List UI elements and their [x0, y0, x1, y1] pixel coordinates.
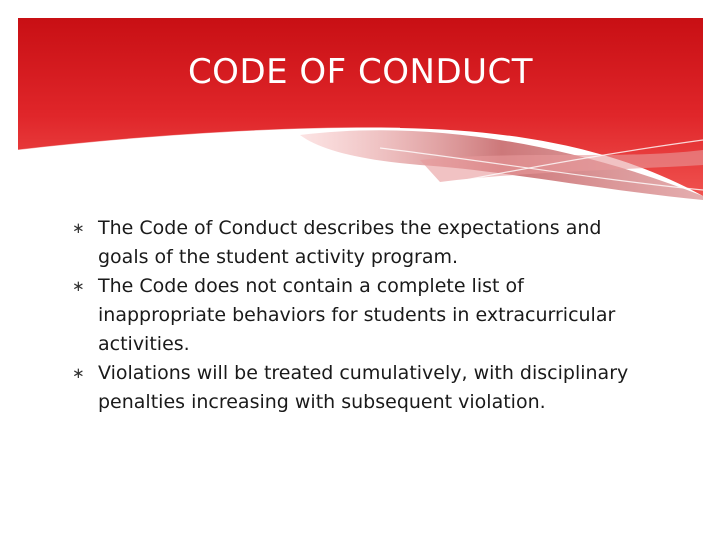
bullet-text: The Code of Conduct describes the expectations and goals of the student activity program.	[98, 217, 602, 268]
list-item	[72, 359, 652, 417]
header-banner	[0, 0, 720, 210]
list-item	[72, 272, 652, 359]
list-item	[72, 214, 652, 272]
asterisk-icon: ∗	[72, 364, 85, 382]
asterisk-icon: ∗	[72, 219, 85, 237]
slide-title: CODE OF CONDUCT	[187, 52, 534, 92]
asterisk-icon: ∗	[72, 277, 85, 295]
bullet-text: The Code does not contain a complete list of inappropriate behaviors for students in extracurricular activities.	[98, 275, 616, 355]
bullet-text: Violations will be treated cumulatively, with disciplinary penalties increasing with subsequent violation.	[98, 362, 629, 413]
bullet-list	[72, 214, 652, 417]
